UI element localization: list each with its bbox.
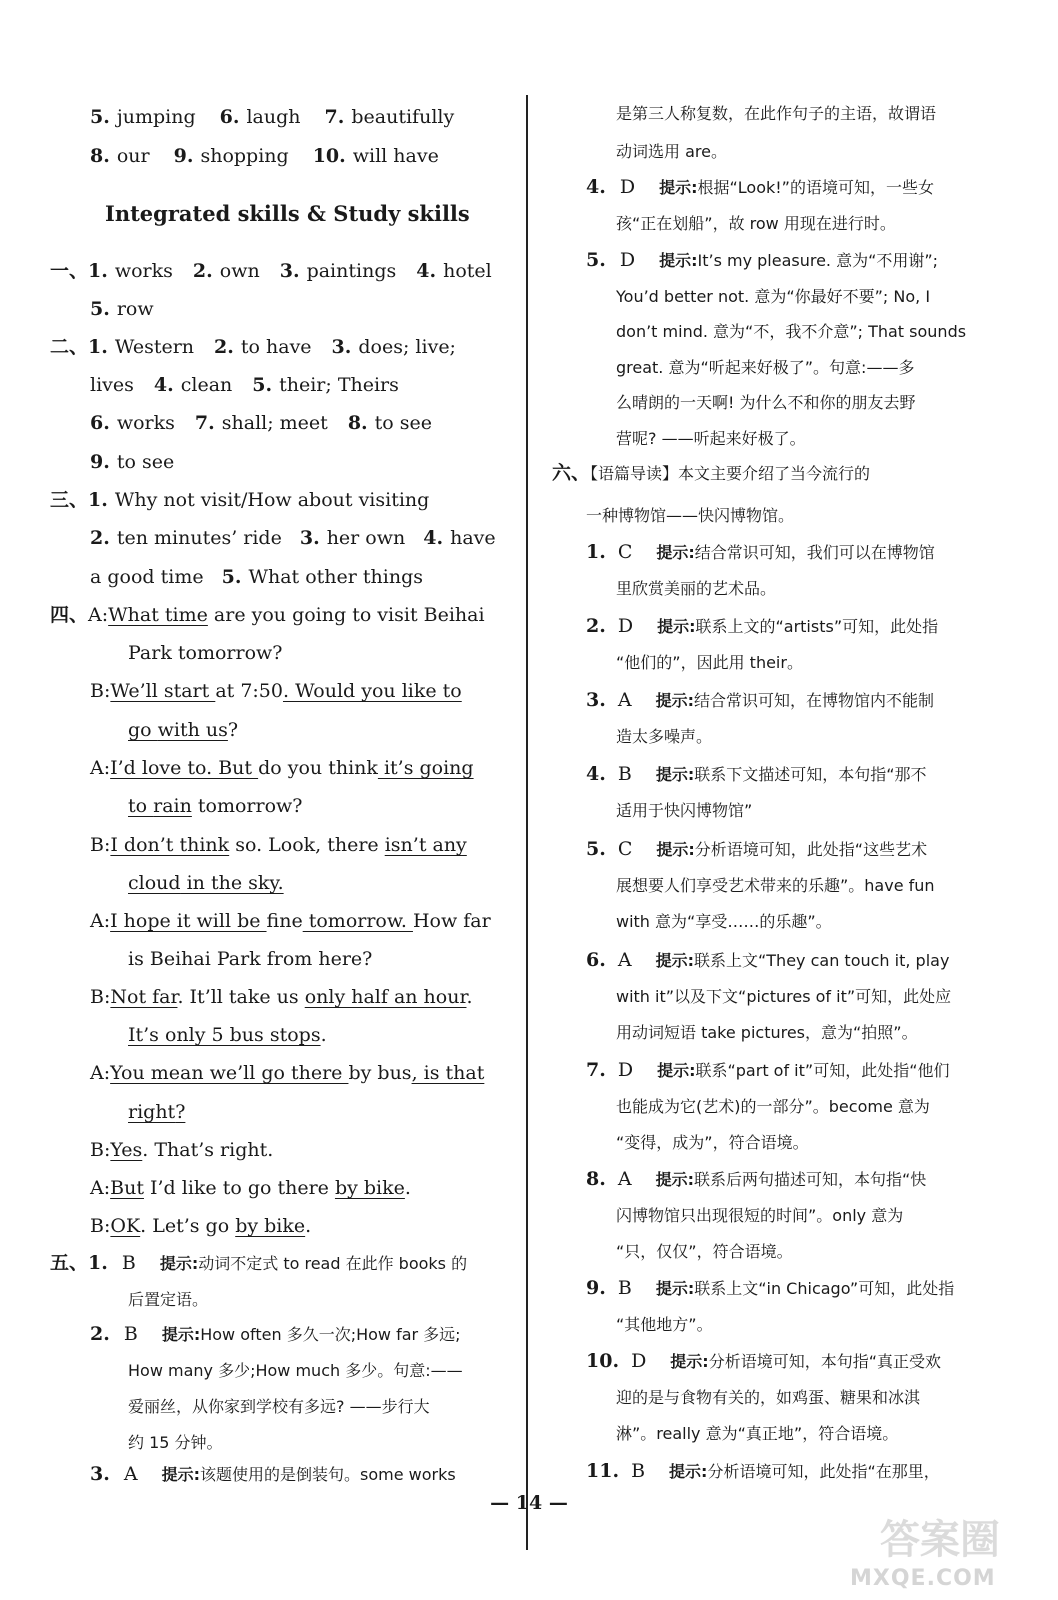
dialogue-text: so. Look, there	[229, 834, 385, 856]
hint-text: How often 多久一次;How far 多远;	[200, 1325, 461, 1344]
answer-line	[90, 300, 154, 319]
answer-letter: A	[617, 689, 632, 711]
hint-text: “其他地方”。	[616, 1315, 713, 1334]
item-number: 4.	[423, 527, 444, 549]
item-number: 5.	[221, 566, 242, 588]
watermark	[840, 1508, 1050, 1594]
hint-item	[586, 617, 938, 636]
hint-item	[586, 765, 927, 784]
hint-item-cont	[128, 1433, 223, 1452]
dialogue-text: .	[305, 1215, 312, 1237]
dialogue-text: . That’s right.	[142, 1139, 274, 1161]
dialogue-text: . It’ll take us	[177, 986, 305, 1008]
filled-answer: with us	[157, 719, 228, 741]
hint-text-line	[616, 1242, 793, 1261]
hint-text-line	[616, 1023, 918, 1042]
answer-text: to see	[374, 412, 433, 434]
hint-label: 提示:	[657, 617, 696, 636]
hint-text-line	[616, 801, 752, 820]
item-number: 9.	[90, 451, 110, 473]
dialogue-text: ?	[227, 719, 239, 741]
item-number: 10.	[586, 1350, 620, 1372]
hint-label: 提示:	[655, 951, 694, 970]
answer-letter: B	[631, 1460, 646, 1482]
item-number: 1.	[88, 260, 108, 282]
item-number: 1.	[88, 1252, 108, 1274]
hint-text: 联系后两句描述可知，本句指“快	[693, 1170, 927, 1189]
hint-text: 迎的是与食物有关的，如鸡蛋、糖果和冰淇	[616, 1388, 921, 1407]
dialogue-text: I’d like to go there	[143, 1177, 335, 1199]
hint-text-line	[616, 393, 916, 412]
hint-item	[586, 840, 927, 859]
hint-text-line	[616, 322, 966, 341]
hint-item-cont	[128, 1397, 430, 1416]
answer-text: does; live;	[358, 336, 456, 358]
dialogue-text: Park tomorrow?	[128, 642, 283, 664]
dialogue-text: do you think	[258, 757, 378, 779]
section-number: 一、	[50, 260, 89, 282]
answer-line	[50, 338, 456, 357]
hint-text: “他们的”，因此用 their。	[616, 653, 803, 672]
hint-text-line	[616, 1315, 713, 1334]
hint-text-line	[616, 1133, 809, 1152]
answer-text: to see	[116, 451, 175, 473]
dialogue-line	[90, 1026, 327, 1045]
heading-text: Integrated skills & Study skills	[105, 201, 470, 226]
item-number: 2.	[90, 1323, 110, 1345]
speaker-label: B:	[90, 1139, 111, 1161]
filled-answer: only half an hour	[304, 986, 467, 1008]
item-number: 1.	[88, 336, 108, 358]
dialogue-text: are you going to visit Beihai	[207, 604, 485, 626]
dialogue-line	[90, 836, 467, 855]
filled-answer: ?	[175, 1101, 186, 1123]
item-number: 1.	[88, 489, 108, 511]
item-number: 3.	[331, 336, 352, 358]
hint-text: great. 意为“听起来好极了”。句意:——多	[616, 357, 915, 377]
hint-label: 提示:	[657, 1061, 696, 1080]
item-number: 2.	[586, 615, 606, 637]
item-number: 4.	[586, 763, 606, 785]
answer-text: lives	[90, 374, 134, 396]
answer-text: to have	[240, 336, 312, 358]
hint-text: 该题使用的是倒装句。some works	[199, 1465, 456, 1484]
answer-letter: C	[617, 541, 633, 563]
hint-text: “变得，成为”，符合语境。	[616, 1133, 809, 1152]
answer-line	[50, 491, 429, 510]
speaker-label: B:	[90, 1215, 111, 1237]
answer-line	[90, 453, 174, 472]
hint-text: 淋”。really 意为“真正地”，符合语境。	[616, 1424, 899, 1443]
filled-answer: cloud	[128, 872, 181, 894]
filled-answer: tomorrow.	[302, 910, 413, 932]
hint-text: 联系上文“They can touch it, play	[693, 951, 950, 970]
hint-text: 联系上文的“artists”可知，此处指	[695, 617, 939, 636]
hint-item	[90, 1465, 456, 1484]
answer-text: Western	[114, 336, 195, 358]
hint-text: 分析语境可知，本句指“真正受欢	[708, 1352, 941, 1371]
dialogue-text: . Let’s go	[140, 1215, 236, 1237]
answer-text: a good time	[90, 566, 204, 588]
dialogue-line	[90, 988, 473, 1007]
answer-letter: A	[123, 1463, 138, 1485]
filled-answer: go	[128, 719, 158, 741]
item-number: 3.	[279, 260, 300, 282]
hint-item	[586, 1170, 926, 1189]
speaker-label: B:	[90, 986, 111, 1008]
hint-text: How many 多少;How much 多少。句意:——	[128, 1361, 463, 1380]
item-number: 1.	[586, 541, 606, 563]
answer-text: shall; meet	[221, 412, 328, 434]
answer-text: laugh	[246, 106, 301, 128]
hint-text: 结合常识可知，在博物馆内不能制	[693, 691, 934, 710]
answer-line	[90, 414, 432, 433]
hint-text: 适用于快闪博物馆”	[616, 801, 753, 820]
intro-line	[586, 506, 794, 525]
section-number: 二、	[50, 336, 89, 358]
dialogue-text: fine	[266, 910, 303, 932]
dialogue-line	[90, 950, 372, 969]
dialogue-line	[90, 1141, 273, 1160]
item-number: 9.	[173, 145, 194, 167]
hint-text: 是第三人称复数，在此作句子的主语，故谓语	[616, 104, 937, 123]
answer-text: jumping	[116, 106, 196, 128]
answer-text: What other things	[248, 566, 423, 588]
answer-text: row	[116, 298, 154, 320]
filled-answer: it’s going	[377, 757, 474, 779]
filled-answer: It’s	[128, 1024, 165, 1046]
hint-text: with 意为“享受……的乐趣”。	[616, 912, 832, 931]
hint-label: 提示:	[669, 1462, 708, 1481]
hint-item	[50, 1254, 467, 1273]
hint-item	[586, 1061, 949, 1080]
answer-letter: B	[121, 1252, 136, 1274]
hint-item	[90, 1325, 461, 1344]
answer-line	[50, 262, 492, 281]
dialogue-line	[90, 1179, 411, 1198]
dialogue-text: .	[320, 1024, 327, 1046]
answer-line	[90, 529, 496, 548]
hint-text: 联系上文“in Chicago”可知，此处指	[694, 1279, 955, 1298]
item-number: 8.	[586, 1168, 606, 1190]
answer-letter: D	[619, 176, 636, 198]
answer-text: ten minutes’ ride	[116, 527, 282, 549]
hint-text: 么晴朗的一天啊! 为什么不和你的朋友去野	[616, 393, 916, 412]
item-number: 4.	[416, 260, 437, 282]
section-heading	[105, 203, 470, 225]
hint-text: “只，仅仅”，符合语境。	[616, 1242, 793, 1261]
filled-answer: in the sky.	[180, 872, 284, 894]
hint-text: 爱丽丝，从你家到学校有多远? ——步行大	[128, 1397, 430, 1416]
hint-text: 营呢? ——听起来好极了。	[616, 428, 806, 448]
section-number: 五、	[50, 1252, 89, 1274]
dialogue-line	[90, 797, 302, 816]
answer-line	[90, 147, 439, 166]
hint-label: 提示:	[655, 1170, 694, 1189]
hint-text-line	[616, 876, 935, 895]
section-number: 六、	[552, 462, 591, 484]
speaker-label: A:	[90, 1177, 111, 1199]
answer-text: hotel	[443, 260, 492, 282]
answer-letter: D	[617, 615, 634, 637]
answer-text: Why not visit/How about visiting	[114, 489, 430, 511]
speaker-label: B:	[90, 834, 111, 856]
item-number: 8.	[347, 412, 368, 434]
item-number: 5.	[586, 838, 606, 860]
hint-label: 提示:	[655, 765, 695, 784]
answer-line	[90, 568, 423, 587]
filled-answer: I’d love to. But	[110, 757, 259, 779]
answer-text: shopping	[200, 145, 289, 167]
hint-text: 分析语境可知，此处指“这些艺术	[694, 840, 928, 859]
hint-label: 提示:	[670, 1352, 709, 1371]
filled-answer: , is that	[411, 1062, 485, 1084]
hint-label: 提示:	[655, 1279, 695, 1298]
column-divider	[526, 95, 528, 1550]
hint-text: 造太多噪声。	[616, 727, 713, 746]
item-number: 2.	[90, 527, 110, 549]
hint-text: 孩“正在划船”，故 row 用现在进行时。	[616, 213, 896, 233]
hint-item	[586, 691, 934, 710]
hint-label: 提示:	[659, 178, 698, 197]
item-number: 3.	[90, 1463, 110, 1485]
answer-line	[90, 108, 454, 127]
hint-text-line	[616, 1206, 903, 1225]
watermark-logo: 答案圈	[880, 1517, 1000, 1563]
answer-letter: C	[617, 838, 633, 860]
answer-text: our	[116, 145, 150, 167]
item-number: 5.	[586, 249, 606, 271]
filled-answer: rain	[153, 795, 192, 817]
hint-text: 联系“part of it”可知，此处指“他们	[695, 1061, 950, 1080]
hint-text: with it”以及下文“pictures of it”可知，此处应	[616, 987, 952, 1006]
answer-letter: A	[617, 949, 632, 971]
watermark-site: MXQE.COM	[850, 1566, 996, 1591]
speaker-label: A:	[90, 757, 111, 779]
section-line	[552, 464, 870, 483]
dialogue-text: How far	[412, 910, 491, 932]
hint-text-line	[616, 912, 832, 931]
hint-text: 分析语境可知，此处指“在那里，	[707, 1462, 940, 1481]
item-number: 7.	[194, 412, 215, 434]
item-number: 10.	[312, 145, 346, 167]
answer-text: her own	[326, 527, 406, 549]
hint-text: It’s my pleasure. 意为“不用谢”;	[697, 251, 939, 270]
hint-item	[586, 1352, 941, 1371]
intro-text: 【语篇导读】本文主要介绍了当今流行的	[590, 464, 871, 483]
item-number: 8.	[90, 145, 110, 167]
filled-answer: right	[128, 1101, 176, 1123]
filled-answer: I hope it will be	[110, 910, 267, 932]
hint-text: 联系下文描述可知，本句指“那不	[694, 765, 927, 784]
hint-text: 里欣赏美丽的艺术品。	[616, 579, 777, 598]
answer-letter: B	[617, 1277, 632, 1299]
item-number: 2.	[214, 336, 234, 358]
hint-label: 提示:	[161, 1325, 201, 1344]
item-number: 11.	[586, 1460, 620, 1482]
dialogue-line	[90, 1217, 311, 1236]
dialogue-text: by bus	[348, 1062, 412, 1084]
hint-text: don’t mind. 意为“不，我不介意”; That sounds	[616, 322, 967, 341]
answer-text: beautifully	[351, 106, 455, 128]
hint-text-line	[616, 214, 896, 233]
hint-label: 提示:	[656, 840, 695, 859]
hint-text: 展想要人们享受艺术带来的乐趣”。have fun	[616, 876, 935, 895]
hint-text-line	[616, 104, 936, 123]
answer-letter: D	[619, 249, 636, 271]
filled-answer: OK	[110, 1215, 141, 1237]
item-number: 9.	[586, 1277, 606, 1299]
item-number: 4.	[153, 374, 174, 396]
filled-answer: by bike	[334, 1177, 405, 1199]
item-number: 7.	[586, 1059, 606, 1081]
hint-item	[586, 543, 935, 562]
dialogue-line	[90, 1064, 484, 1083]
hint-text: You’d better not. 意为“你最好不要”; No, I	[616, 286, 931, 306]
answer-text: have	[450, 527, 496, 549]
item-number: 7.	[324, 106, 345, 128]
answer-line	[90, 376, 399, 395]
answer-text: will have	[352, 145, 439, 167]
hint-label: 提示:	[161, 1465, 200, 1484]
hint-item-cont	[128, 1361, 463, 1380]
hint-item	[586, 251, 938, 270]
hint-text-line	[616, 1388, 920, 1407]
filled-answer: isn’t any	[384, 834, 467, 856]
hint-label: 提示:	[656, 543, 695, 562]
hint-item-cont	[128, 1290, 208, 1309]
item-number: 5.	[90, 106, 110, 128]
filled-answer: to	[128, 795, 154, 817]
dialogue-line	[90, 874, 284, 893]
hint-label: 提示:	[655, 691, 694, 710]
hint-text: 闪博物馆只出现很短的时间”。only 意为	[616, 1206, 904, 1225]
speaker-label: A:	[90, 910, 111, 932]
dialogue-line	[50, 606, 485, 625]
answer-letter: D	[631, 1350, 647, 1372]
dialogue-text: at 7:50	[215, 680, 283, 702]
answer-text: own	[219, 260, 260, 282]
hint-item	[586, 1462, 940, 1481]
answer-text: clean	[180, 374, 233, 396]
hint-text-line	[616, 727, 712, 746]
hint-item	[586, 178, 934, 197]
answer-letter: A	[617, 1168, 632, 1190]
hint-text: 后置定语。	[128, 1290, 209, 1309]
answer-text: paintings	[306, 260, 397, 282]
hint-text-line	[616, 1424, 898, 1443]
answer-letter: B	[617, 763, 632, 785]
filled-answer: by bike	[235, 1215, 306, 1237]
hint-text-line	[616, 142, 727, 161]
hint-label: 提示:	[659, 251, 698, 270]
hint-text-line	[616, 653, 803, 672]
answer-text: works	[114, 260, 173, 282]
item-number: 5.	[90, 298, 110, 320]
hint-label: 提示:	[159, 1254, 199, 1273]
hint-text: 动词不定式 to read 在此作 books 的	[198, 1254, 468, 1273]
hint-text: 结合常识可知，我们可以在博物馆	[694, 543, 935, 562]
filled-answer: I don’t think	[110, 834, 230, 856]
hint-text: 约 15 分钟。	[128, 1433, 223, 1452]
item-number: 3.	[586, 689, 606, 711]
hint-text-line	[616, 429, 806, 448]
hint-text: 用动词短语 take pictures，意为“拍照”。	[616, 1023, 918, 1042]
item-number: 4.	[586, 176, 606, 198]
answer-text: their; Theirs	[279, 374, 399, 396]
section-number: 四、	[50, 604, 89, 626]
filled-answer: What time	[108, 604, 208, 626]
dialogue-line	[90, 721, 238, 740]
answer-letter: D	[617, 1059, 634, 1081]
filled-answer: Not far	[110, 986, 178, 1008]
item-number: 3.	[299, 527, 320, 549]
dialogue-line	[90, 912, 491, 931]
hint-text: 根据“Look!”的语境可知，一些女	[697, 178, 934, 197]
item-number: 6.	[586, 949, 606, 971]
dialogue-text: .	[466, 986, 473, 1008]
speaker-label: B:	[90, 680, 111, 702]
hint-text: 动词选用 are。	[616, 142, 727, 161]
hint-item	[586, 951, 949, 970]
hint-text-line	[616, 987, 951, 1006]
filled-answer: . Would you like to	[282, 680, 462, 702]
dialogue-line	[90, 644, 282, 663]
hint-text-line	[616, 358, 914, 377]
filled-answer: You mean we’ll go there	[110, 1062, 349, 1084]
filled-answer: But	[110, 1177, 144, 1199]
dialogue-line	[90, 759, 474, 778]
item-number: 5.	[252, 374, 273, 396]
hint-text-line	[616, 579, 776, 598]
filled-answer: only 5 bus stops	[164, 1024, 321, 1046]
hint-text-line	[616, 287, 930, 306]
dialogue-text: tomorrow?	[191, 795, 303, 817]
dialogue-line	[90, 682, 462, 701]
filled-answer: Yes	[110, 1139, 143, 1161]
page-number: — 14 —	[490, 1492, 568, 1514]
hint-text: 也能成为它(艺术)的一部分”。become 意为	[616, 1097, 930, 1116]
intro-text: 一种博物馆——快闪博物馆。	[586, 506, 795, 525]
answer-text: works	[116, 412, 175, 434]
speaker-label: A:	[88, 604, 109, 626]
item-number: 6.	[90, 412, 110, 434]
section-number: 三、	[50, 489, 89, 511]
filled-answer: We’ll start	[110, 680, 216, 702]
answer-letter: B	[123, 1323, 138, 1345]
speaker-label: A:	[90, 1062, 111, 1084]
hint-text-line	[616, 1097, 930, 1116]
item-number: 2.	[192, 260, 213, 282]
hint-item	[586, 1279, 954, 1298]
dialogue-text: is Beihai Park from here?	[128, 948, 373, 970]
item-number: 6.	[219, 106, 240, 128]
dialogue-text: .	[404, 1177, 411, 1199]
dialogue-line	[90, 1103, 185, 1122]
